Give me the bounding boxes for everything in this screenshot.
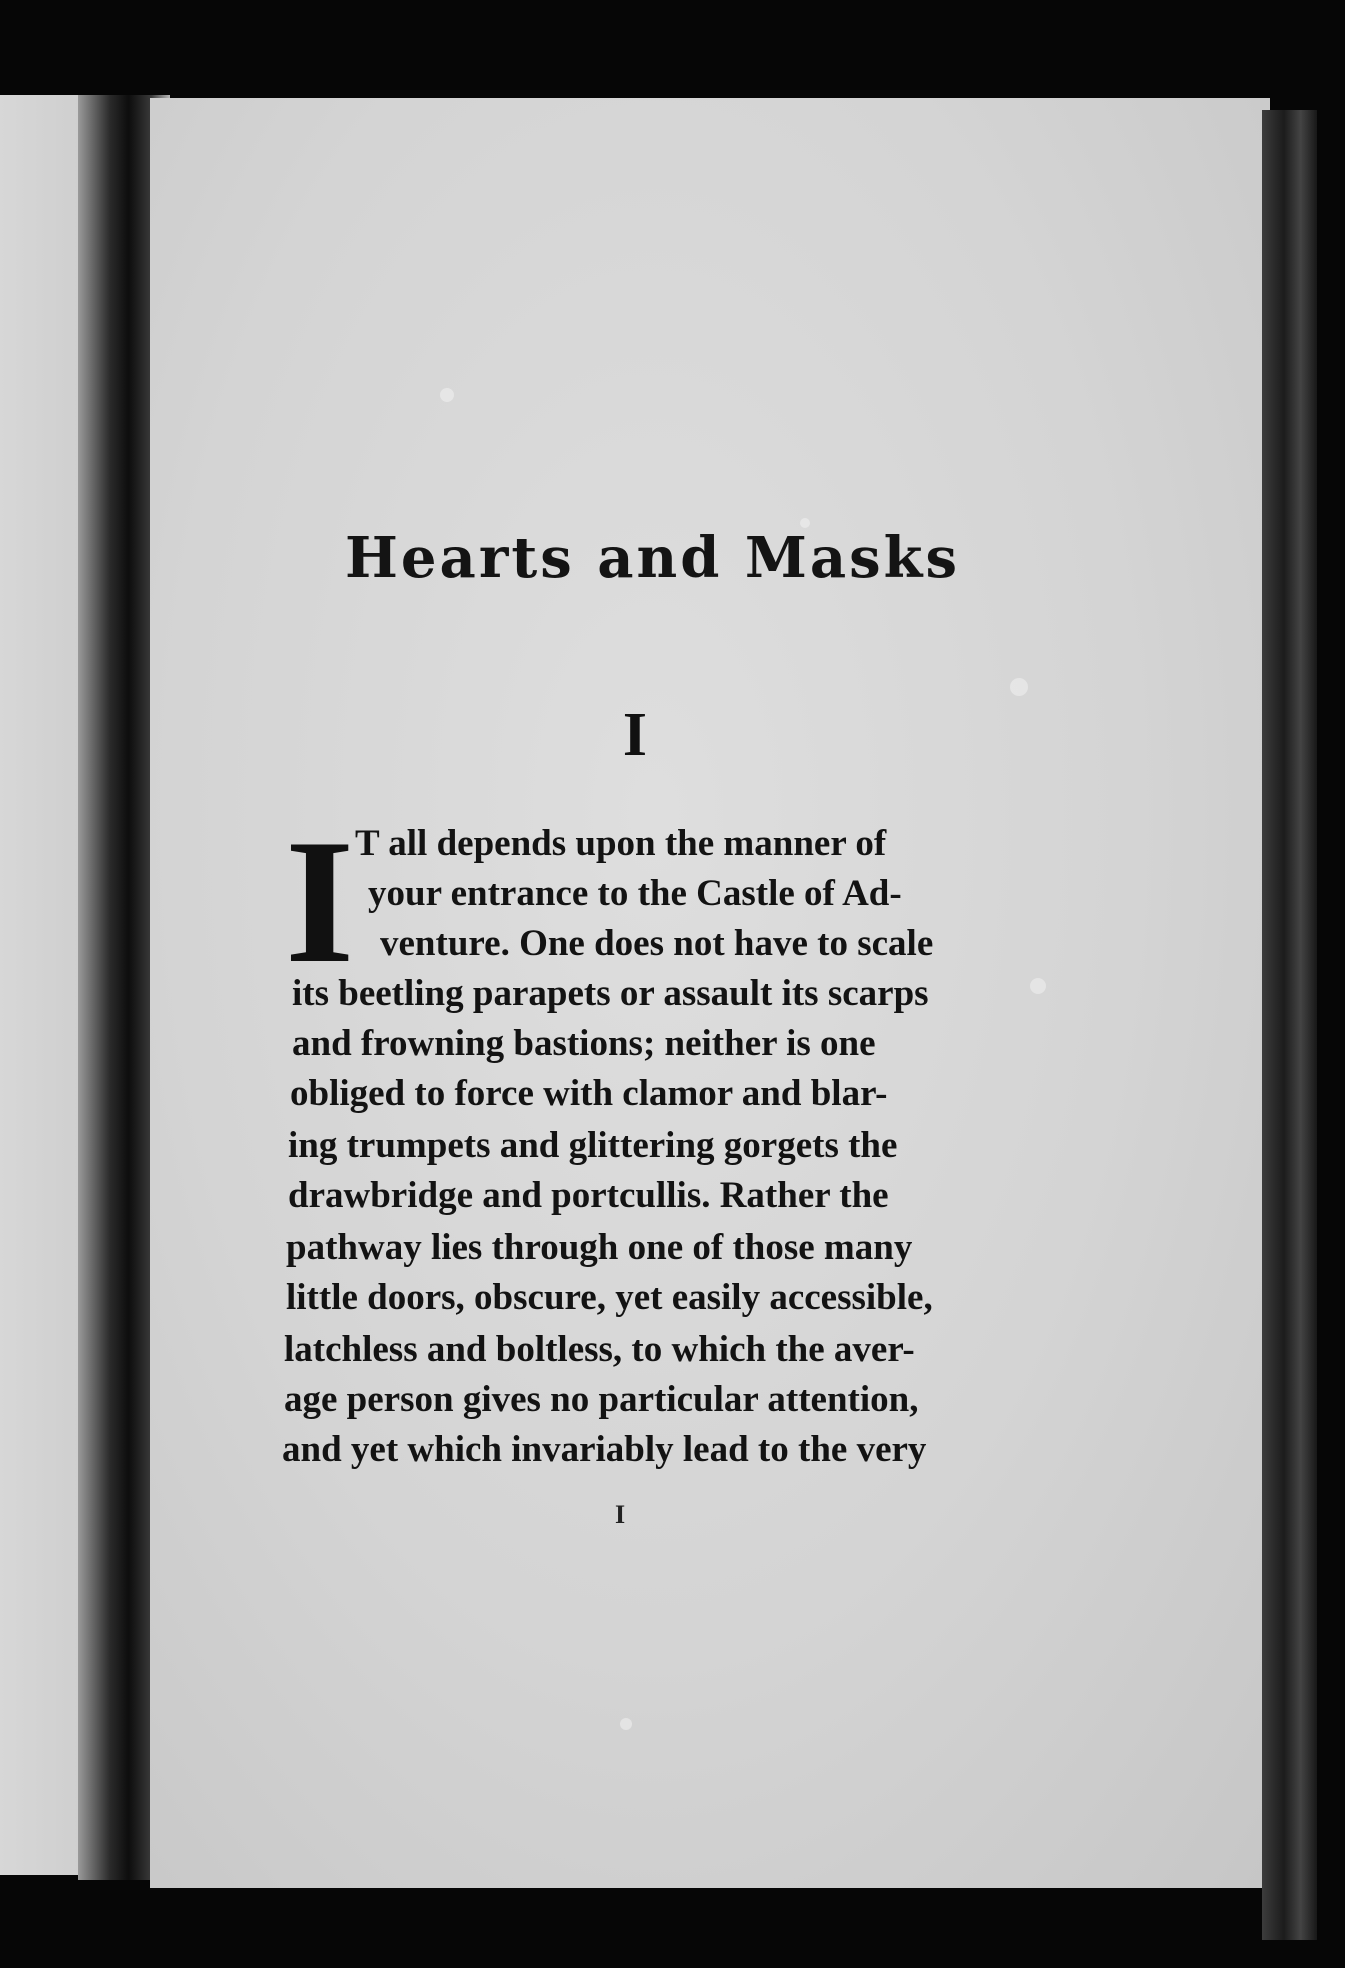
body-text-line: pathway lies through one of those many <box>286 1227 913 1268</box>
scan-speck <box>1010 678 1028 696</box>
body-text-line: drawbridge and portcullis. Rather the <box>288 1175 889 1216</box>
body-text-line: obliged to force with clamor and blar- <box>290 1073 888 1114</box>
body-text-line: and frowning bastions; neither is one <box>292 1023 876 1064</box>
page-number: I <box>614 1500 626 1529</box>
body-text-line: T all depends upon the manner of <box>355 823 887 864</box>
page-title: Hearts and Masks <box>345 525 960 591</box>
body-text-line: little doors, obscure, yet easily accessible, <box>286 1277 933 1318</box>
drop-cap: I <box>285 802 355 1000</box>
body-text-line: your entrance to the Castle of Ad- <box>368 873 902 914</box>
body-text-line: its beetling parapets or assault its scarps <box>292 973 929 1014</box>
book-cover-edge <box>1262 110 1317 1940</box>
scan-speck <box>620 1718 632 1730</box>
body-text-line: ing trumpets and glittering gorgets the <box>288 1125 898 1166</box>
body-text-line: and yet which invariably lead to the very <box>282 1429 927 1470</box>
body-text-line: age person gives no particular attention, <box>284 1379 919 1420</box>
body-text-line: latchless and boltless, to which the aver- <box>284 1329 915 1370</box>
body-text-line: venture. One does not have to scale <box>380 923 934 964</box>
chapter-number: I <box>622 701 648 769</box>
scan-speck <box>1030 978 1046 994</box>
scan-speck <box>440 388 454 402</box>
